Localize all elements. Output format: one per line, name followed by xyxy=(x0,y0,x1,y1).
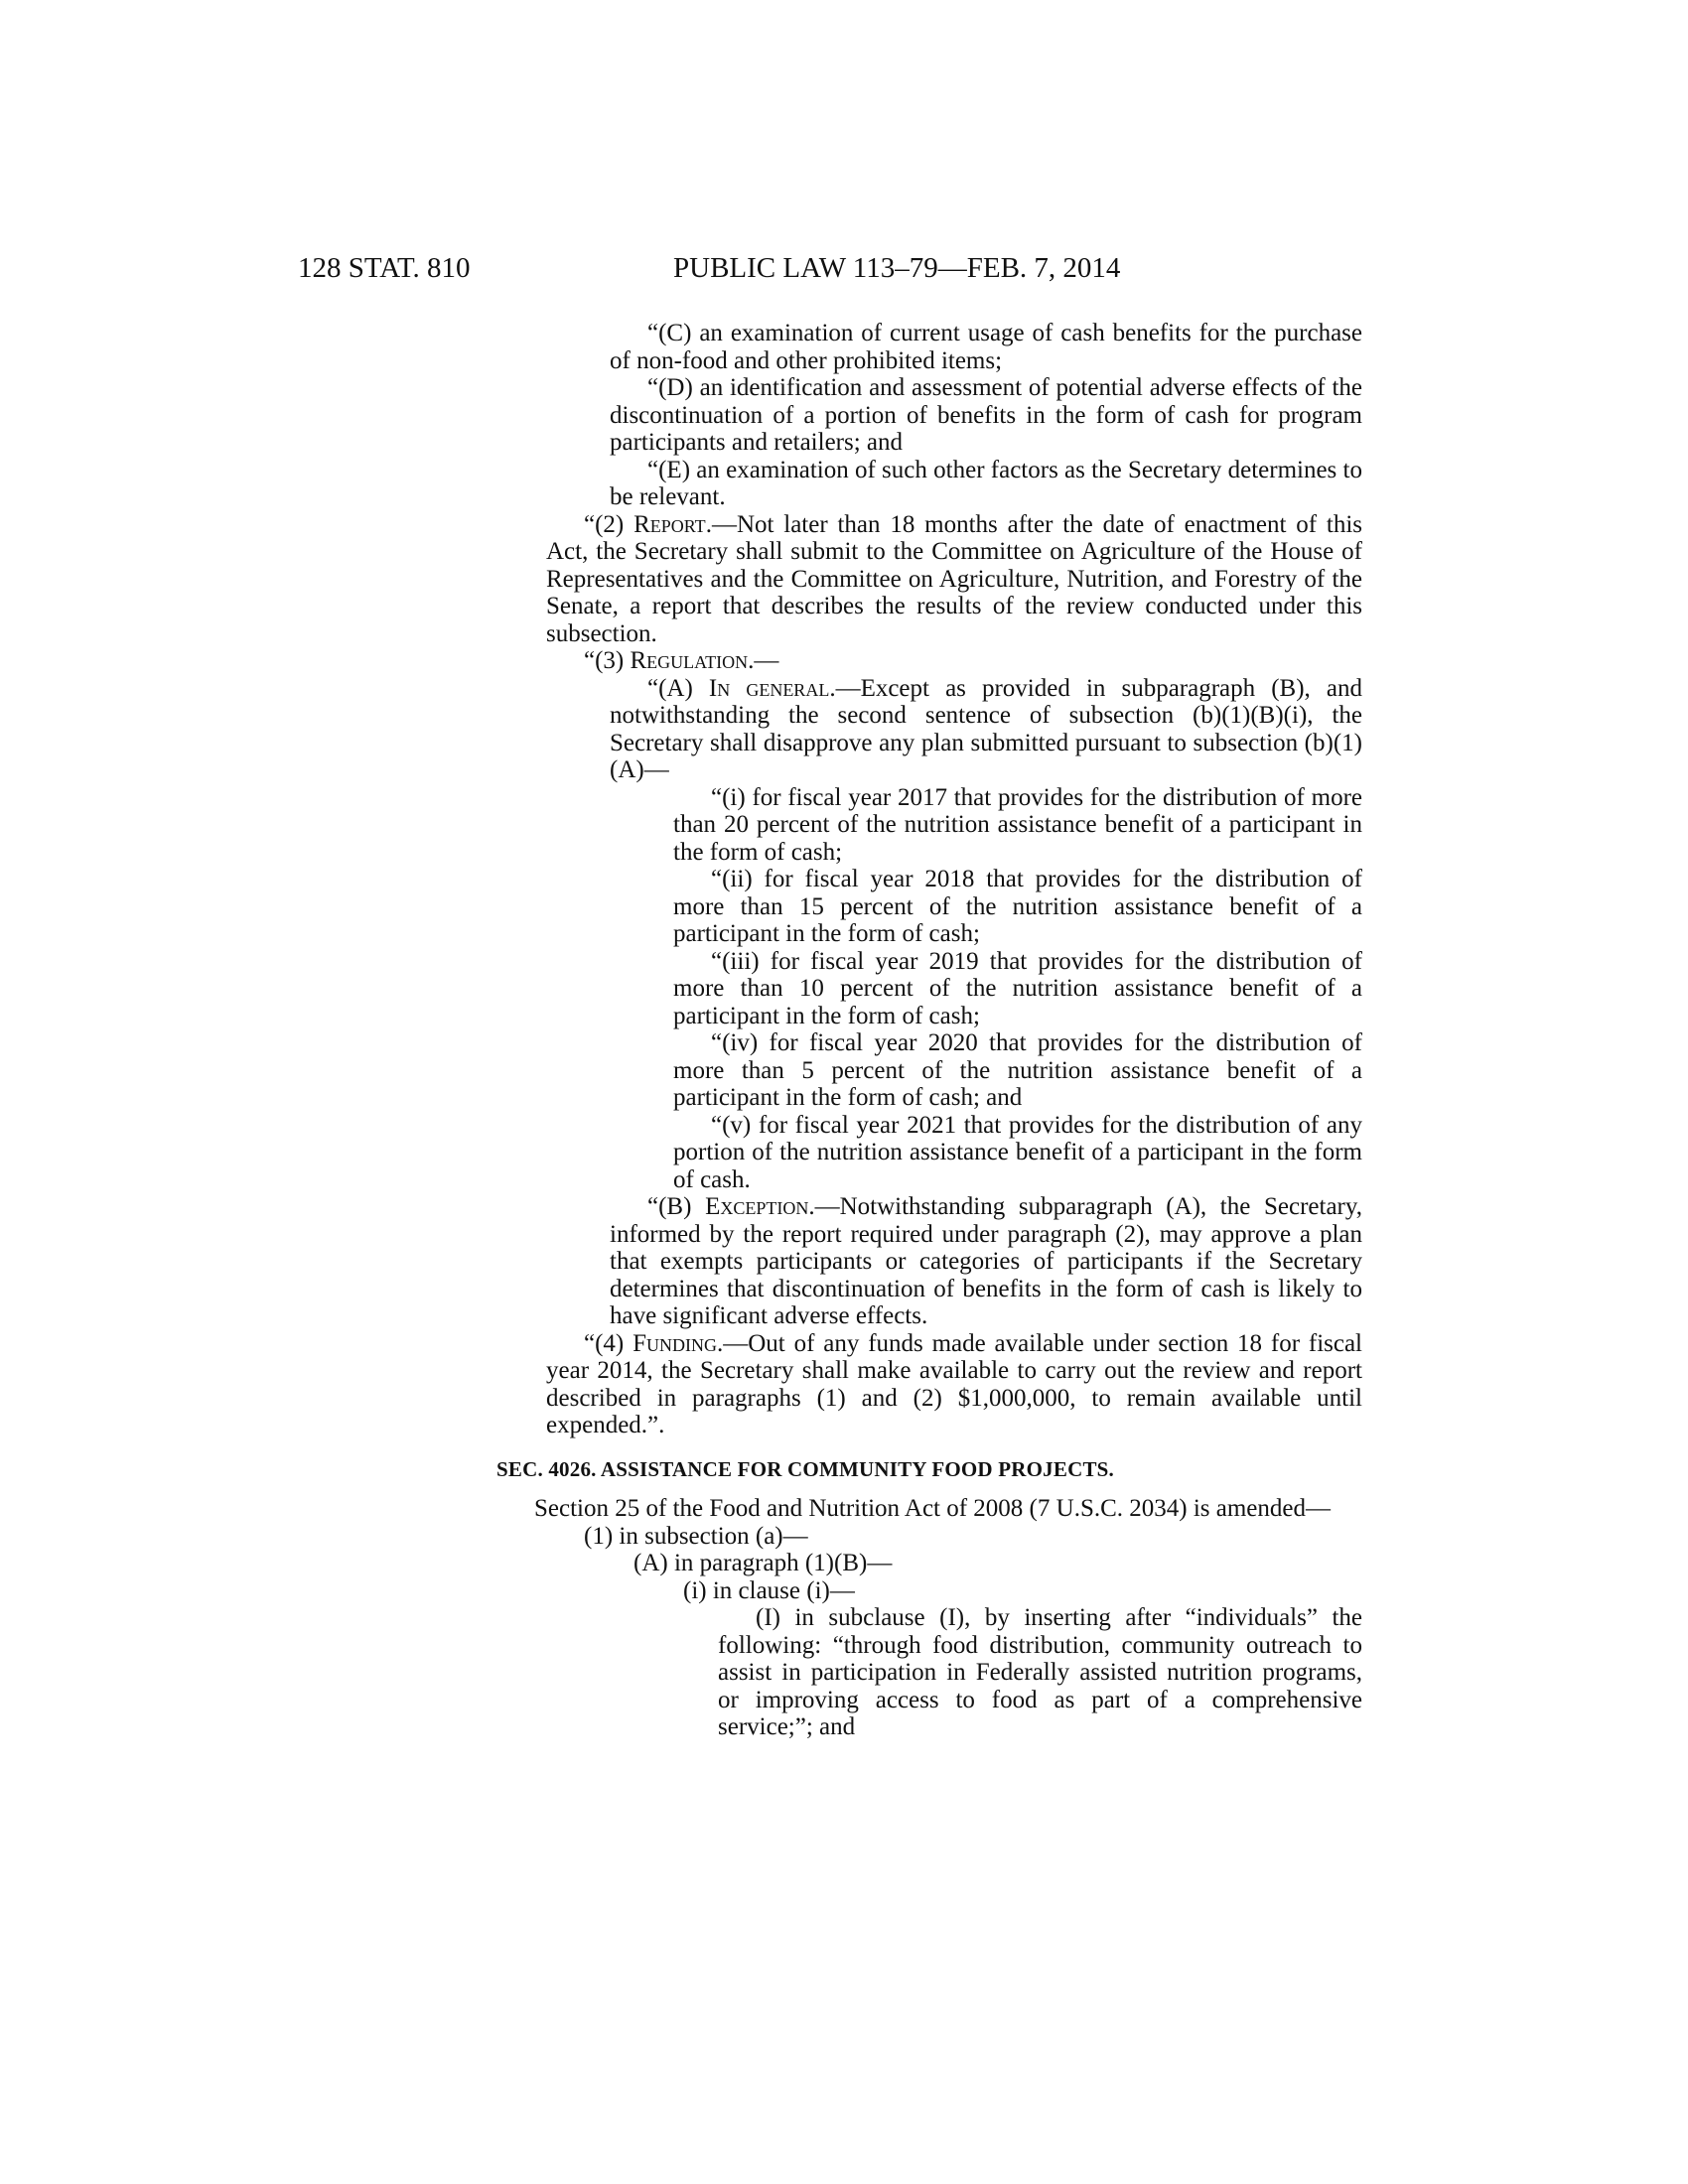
subparagraph-d: “(D) an identification and assessment of potential adverse effects of the discontinuation of a portion of benefits in the form of cash for program participants and retailers; and xyxy=(610,374,1362,456)
amendment-item-i: (i) in clause (i)— xyxy=(683,1576,855,1604)
paragraph-number: “(4) xyxy=(584,1329,633,1357)
paragraph-heading: Report xyxy=(633,510,706,538)
paragraph-text: .—Out of any funds made available under section 18 for fiscal year 2014, the Secretary shall make available to carry out the review and report described in paragraphs (1) and (2) $1,000,000, to remain available until expended.”. xyxy=(546,1329,1363,1438)
paragraph-heading: Exception xyxy=(705,1193,809,1220)
paragraph-4-funding xyxy=(546,1330,1362,1439)
clause-v: “(v) for fiscal year 2021 that provides for the distribution of any portion of the nutrition assistance benefit of a participant in the form of cash. xyxy=(673,1111,1362,1193)
section-lead-text: Section 25 of the Food and Nutrition Act of 2008 (7 U.S.C. 2034) is amended— xyxy=(534,1495,1332,1522)
amendment-item-subclause-i: (I) in subclause (I), by inserting after “individuals” the following: “through food distribution, community outreach to assist in participation in Federally assisted nutrition programs, or improving access to food as part of a comprehensive service;”; and xyxy=(718,1604,1362,1740)
clause-ii: “(ii) for fiscal year 2018 that provides for the distribution of more than 15 percent of the nutrition assistance benefit of a participant in the form of cash; xyxy=(673,866,1362,947)
paragraph-heading: In general xyxy=(708,674,830,702)
subparagraph-a-in-general xyxy=(610,675,1362,784)
section-heading: SEC. 4026. ASSISTANCE FOR COMMUNITY FOOD PROJECTS. xyxy=(496,1456,1114,1481)
paragraph-heading: Funding xyxy=(633,1329,717,1357)
statute-page-number: 128 STAT. 810 xyxy=(298,252,471,284)
clause-iv: “(iv) for fiscal year 2020 that provides for the distribution of more than 5 percent of the nutrition assistance benefit of a participant in the form of cash; and xyxy=(673,1029,1362,1111)
paragraph-2-report xyxy=(546,511,1362,648)
clause-iii: “(iii) for fiscal year 2019 that provides for the distribution of more than 10 percent of the nutrition assistance benefit of a participant in the form of cash; xyxy=(673,947,1362,1029)
paragraph-text: .— xyxy=(748,647,779,674)
paragraph-number: “(3) xyxy=(584,647,631,674)
paragraph-text: .—Not later than 18 months after the date of enactment of this Act, the Secretary shall submit to the Committee on Agriculture of the House of Representatives and the Committee on Agriculture, Nutrition, and Forestry of the Senate, a report that describes the results of the review conducted under this subsection. xyxy=(546,510,1362,647)
page-header xyxy=(298,248,1390,288)
subparagraph-c: “(C) an examination of current usage of cash benefits for the purchase of non-food and other prohibited items; xyxy=(610,320,1362,374)
paragraph-text: .—Notwithstanding subparagraph (A), the Secretary, informed by the report required under paragraph (2), may approve a plan that exempts participants or categories of participants if the Secretary determines that discontinuation of benefits in the form of cash is likely to have significant adverse effects. xyxy=(610,1193,1362,1329)
amendment-item-1: (1) in subsection (a)— xyxy=(584,1522,808,1550)
paragraph-number: “(2) xyxy=(584,510,634,538)
running-head-title: PUBLIC LAW 113–79—FEB. 7, 2014 xyxy=(673,252,1121,284)
subparagraph-e: “(E) an examination of such other factors as the Secretary determines to be relevant. xyxy=(610,456,1362,510)
document-body xyxy=(496,320,1363,1741)
clause-i: “(i) for fiscal year 2017 that provides for the distribution of more than 20 percent of the nutrition assistance benefit of a participant in the form of cash; xyxy=(673,783,1362,866)
paragraph-3-regulation xyxy=(546,647,1362,675)
paragraph-number: “(B) xyxy=(647,1193,706,1220)
paragraph-number: “(A) xyxy=(647,674,709,702)
paragraph-text: .—Except as provided in subparagraph (B), and notwithstanding the second sentence of subsection (b)(1)(B)(i), the Secretary shall disapprove any plan submitted pursuant to subsection (b)(1)(A)— xyxy=(610,674,1362,783)
amendment-item-a: (A) in paragraph (1)(B)— xyxy=(633,1550,893,1576)
paragraph-heading: Regulation xyxy=(630,647,749,674)
subparagraph-b-exception xyxy=(610,1193,1362,1330)
